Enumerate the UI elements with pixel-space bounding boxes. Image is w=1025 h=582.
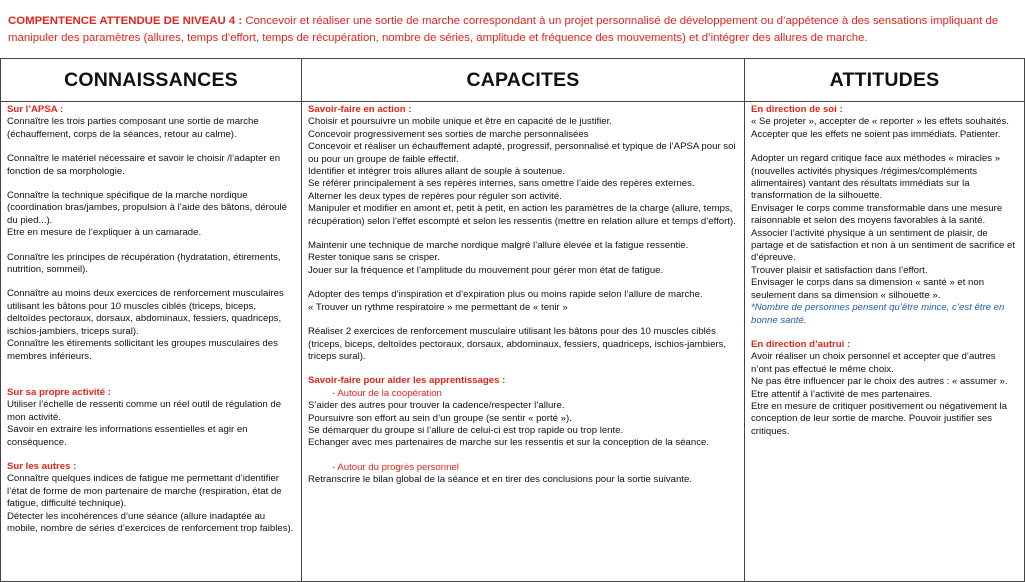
capacite-item: Choisir et poursuivre un mobile unique et être en capacité de le justifier. bbox=[308, 116, 612, 128]
capacite-item: Manipuler et modifier en amont et, petit à petit, en action les paramètres de la charge (allure, temps, récupération) selon l’effet escompté et selon les ressentis (mettre en relation allure et temps d’effort). bbox=[308, 203, 736, 227]
subsection-title-progres: - Autour du progrès personnel bbox=[332, 461, 459, 473]
capacite-item: Rester tonique sans se crisper. bbox=[308, 252, 440, 264]
capacite-item: Maintenir une technique de marche nordique malgré l’allure élevée et la fatigue ressentie. bbox=[308, 240, 689, 252]
attitude-item: Envisager le corps dans sa dimension « santé » et non seulement dans sa dimension « silhouette ». bbox=[751, 277, 985, 301]
content-row bbox=[1, 102, 1025, 582]
attitude-item: Avoir réaliser un choix personnel et accepter que d’autres n’ont pas effectué le même choix. bbox=[751, 351, 996, 375]
capacite-item: Jouer sur la fréquence et l’amplitude du mouvement pour gérer mon état de fatigue. bbox=[308, 264, 664, 276]
capacite-item: Concevoir et réaliser un échauffement adapté, progressif, personnalisé et typique de l’APSA pour soi ou pour un groupe de faible effectif. bbox=[308, 141, 736, 165]
connaissance-item: Utiliser l’échelle de ressenti comme un réel outil de régulation de mon activité. bbox=[7, 399, 282, 423]
competence-table bbox=[0, 58, 1025, 582]
capacite-item: Adopter des temps d’inspiration et d’expiration plus ou moins rapide selon l’allure de marche. bbox=[308, 289, 703, 301]
competence-statement bbox=[8, 13, 1020, 47]
capacite-item: Concevoir progressivement ses sorties de marche personnalisées bbox=[308, 128, 589, 140]
attitude-item: Trouver plaisir et satisfaction dans l’effort. bbox=[751, 264, 928, 276]
header-capacites: CAPACITES bbox=[302, 59, 745, 102]
header-attitudes: ATTITUDES bbox=[745, 59, 1025, 102]
attitude-item: Associer l’activité physique à un sentiment de plaisir, de partage et de satisfaction et non à un sentiment de sacrifice et d’épreuve. bbox=[751, 227, 1015, 264]
connaissance-item: Connaître la technique spécifique de la marche nordique (coordination bras/jambes, propulsion à l’aide des bâtons, déroulé du pied...). bbox=[7, 190, 287, 226]
attitude-item: « Se projeter », accepter de « reporter » les effets souhaités. Accepter que les effets ne soient pas immédiats. Patienter. bbox=[751, 116, 1009, 140]
attitude-item: Envisager le corps comme transformable dans une mesure raisonnable et selon des moyens favorables à la santé. bbox=[751, 202, 1003, 227]
capacite-item: Réaliser 2 exercices de renforcement musculaire utilisant les bâtons pour des 10 muscles ciblés (triceps, biceps, deltoïdes pectoraux, dorsaux, abdominaux, fessiers, quadriceps, ischios-jambiers, triceps sural). bbox=[308, 326, 727, 362]
connaissance-item: Connaître quelques indices de fatigue me permettant d’identifier l’état de forme de mon partenaire de marche (respiration, état de fatigue, difficulté technique). bbox=[7, 473, 282, 510]
competence-lead: COMPENTENCE ATTENDUE DE NIVEAU 4 : bbox=[8, 15, 243, 27]
connaissance-item: Connaître le matériel nécessaire et savoir le choisir /l’adapter en fonction de sa morphologie. bbox=[7, 153, 281, 177]
capacite-item: Identifier et intégrer trois allures allant de souple à soutenue. bbox=[308, 166, 566, 178]
competence-text: Concevoir et réaliser une sortie de marche correspondant à un projet personnalisé de développement ou d’appétence à des sensations impliquant de manipuler des paramètres (allures, temps d’effort, temps de récupération, nombre de séries, amplitude et fréquence des mouvements) et d’intégrer des allures de marche. bbox=[8, 15, 999, 44]
capacite-item: Retranscrire le bilan global de la séance et en tirer des conclusions pour la sortie suivante. bbox=[308, 474, 692, 486]
attitude-item: Ne pas être influencer par le choix des autres : « assumer ». bbox=[751, 376, 1008, 388]
capacite-item: Se démarquer du groupe si l’allure de celui-ci est trop rapide ou trop lente. bbox=[308, 424, 624, 436]
capacite-item: Poursuivre son effort au sein d’un groupe (se sentir « porté »). bbox=[308, 412, 572, 424]
capacites-cell bbox=[302, 102, 745, 582]
attitude-item: Adopter un regard critique face aux méthodes « miracles » (nouvelles activités physiques /régimes/compléments alimentaires) vantant des résultats immédiats sur la transformation de la silhouette. bbox=[751, 153, 1001, 202]
capacite-item: S’aider des autres pour trouver la cadence/respecter l’allure. bbox=[308, 400, 565, 412]
section-title-autres: Sur les autres : bbox=[7, 460, 77, 472]
attitudes-cell bbox=[745, 102, 1025, 582]
connaissance-item: Connaître les principes de récupération (hydratation, étirements, nutrition, sommeil). bbox=[7, 251, 281, 276]
section-title-activite: Sur sa propre activité : bbox=[7, 386, 111, 398]
section-title-aider: Savoir-faire pour aider les apprentissages : bbox=[308, 375, 506, 387]
capacite-item: Alterner les deux types de repères pour réguler son activité. bbox=[308, 190, 562, 202]
capacite-item: Se référer principalement à ses repères internes, sans omettre l’aide des repères externes. bbox=[308, 178, 695, 190]
connaissance-item: Etre en mesure de l’expliquer à un camarade. bbox=[7, 227, 202, 239]
section-title-soi: En direction de soi : bbox=[751, 104, 843, 115]
connaissance-item: Connaître au moins deux exercices de renforcement musculaires utilisant les bâtons pour 10 muscles ciblés (triceps, biceps, deltoïdes pectoraux, dorsaux, abdominaux, fessiers, quadriceps, ischios-jambiers, triceps sural). bbox=[7, 288, 284, 337]
section-title-apsa: Sur l’APSA : bbox=[7, 104, 64, 115]
section-title-action: Savoir-faire en action : bbox=[308, 104, 412, 115]
subsection-title-cooperation: - Autour de la coopération bbox=[332, 387, 442, 399]
connaissances-cell bbox=[1, 102, 302, 582]
attitude-item: Etre en mesure de critiquer positivement ou négativement la conception de leur sortie de marche. Pouvoir justifier ses critiques. bbox=[751, 400, 1007, 437]
connaissance-item: Connaître les étirements sollicitant les groupes musculaires des membres inférieurs. bbox=[7, 338, 278, 362]
attitude-note: *Nombre de personnes pensent qu’être mince, c’est être en bonne santé. bbox=[751, 302, 1005, 326]
header-row bbox=[1, 59, 1025, 102]
connaissance-item: Détecter les incohérences d’une séance (allure inadaptée au mobile, nombre de séries d’exercices de renforcement trop faibles). bbox=[7, 510, 294, 534]
section-title-autrui: En direction d’autrui : bbox=[751, 338, 851, 350]
capacite-item: « Trouver un rythme respiratoire » me permettant de « tenir » bbox=[308, 301, 568, 313]
connaissance-item: Savoir en extraire les informations essentielles et agir en conséquence. bbox=[7, 424, 248, 448]
connaissance-item: Connaître les trois parties composant une sortie de marche (échauffement, corps de la séances, retour au calme). bbox=[7, 116, 259, 140]
attitude-item: Etre attentif à l’activité de mes partenaires. bbox=[751, 388, 933, 400]
capacite-item: Echanger avec mes partenaires de marche sur les ressentis et sur la conception de la séance. bbox=[308, 437, 710, 449]
header-connaissances: CONNAISSANCES bbox=[1, 59, 302, 102]
